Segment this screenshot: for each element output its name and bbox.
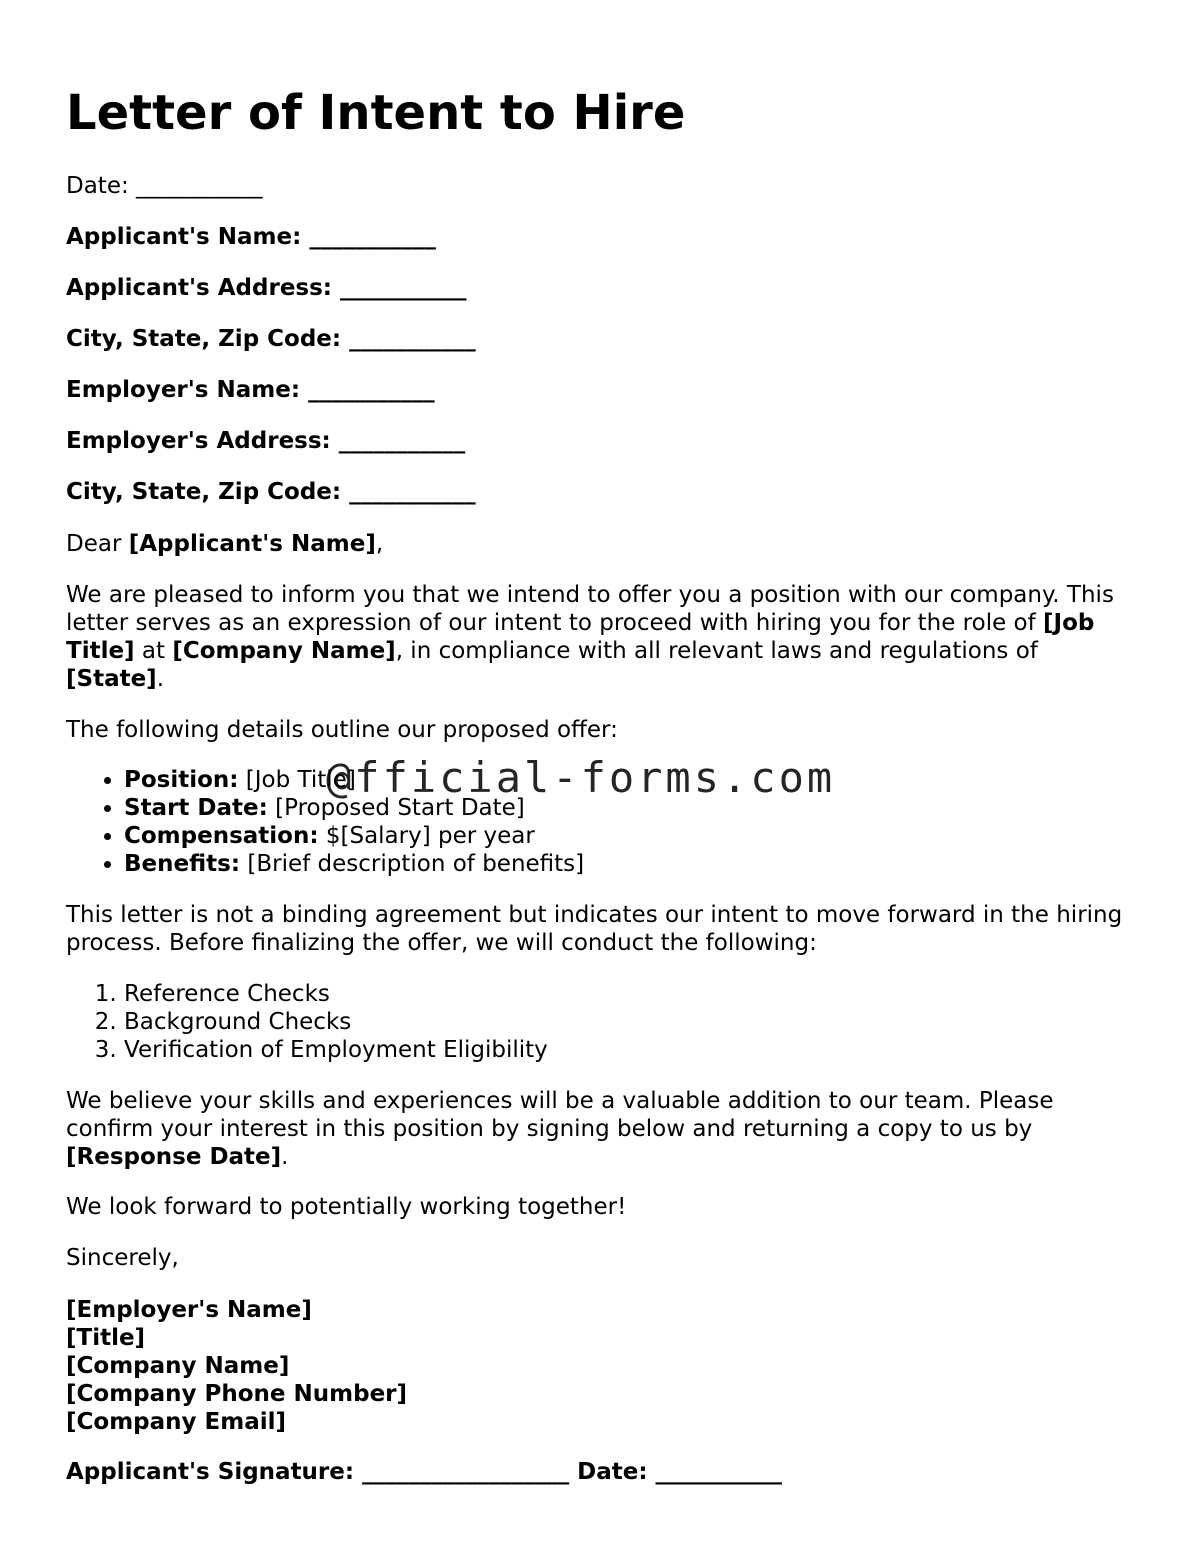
offer-item-start-date xyxy=(124,794,1124,822)
signature-title: [Title] xyxy=(66,1325,146,1351)
offer-compensation-value: $[Salary] per year xyxy=(325,823,535,849)
checks-list xyxy=(66,980,1124,1064)
employer-city-state-zip-field xyxy=(66,478,1136,506)
offer-position-value: [Job Title] xyxy=(245,767,356,793)
intro-text-2: at xyxy=(141,638,165,664)
signature-block xyxy=(66,1296,1136,1436)
applicant-signature-date-blank: ___________ xyxy=(655,1459,783,1485)
confirm-paragraph xyxy=(66,1087,1136,1171)
offer-start-date-label: Start Date: xyxy=(124,795,268,821)
signature-company-email: [Company Email] xyxy=(66,1409,286,1435)
intro-job-title: [Job Title] xyxy=(66,610,1095,664)
offer-benefits-label: Benefits: xyxy=(124,851,241,877)
signature-company-phone: [Company Phone Number] xyxy=(66,1381,408,1407)
offer-benefits-value: [Brief description of benefits] xyxy=(247,851,585,877)
applicant-address-label: Applicant's Address: xyxy=(66,275,333,301)
confirm-text-1: We believe your skills and experiences will be a valuable addition to our team. Please confirm your interest in this position by signing below and returning a copy to us by xyxy=(66,1088,1054,1142)
signature-employer-name: [Employer's Name] xyxy=(66,1297,312,1323)
applicant-signature-label: Applicant's Signature: xyxy=(66,1459,355,1485)
employer-address-field xyxy=(66,427,1136,455)
offer-start-date-value: [Proposed Start Date] xyxy=(275,795,525,821)
employer-city-state-zip-label: City, State, Zip Code: xyxy=(66,479,342,505)
offer-position-label: Position: xyxy=(124,767,239,793)
salutation-prefix: Dear xyxy=(66,531,122,557)
confirm-text-2: . xyxy=(281,1144,289,1170)
employer-city-state-zip-blank: ___________ xyxy=(349,479,476,505)
employer-name-field xyxy=(66,376,1136,404)
intro-text-1: We are pleased to inform you that we intend to offer you a position with our company. This letter serves as an expression of our intent to proceed with hiring you for the role of xyxy=(66,582,1114,636)
offer-compensation-label: Compensation: xyxy=(124,823,319,849)
intro-paragraph xyxy=(66,581,1136,693)
intro-company: [Company Name] xyxy=(172,638,396,664)
employer-name-label: Employer's Name: xyxy=(66,377,301,403)
intro-state: [State] xyxy=(66,666,157,692)
confirm-response-date: [Response Date] xyxy=(66,1144,282,1170)
offer-item-compensation xyxy=(124,822,1124,850)
applicant-city-state-zip-field xyxy=(66,325,1136,353)
nonbinding-paragraph: This letter is not a binding agreement but indicates our intent to move forward in the hiring process. Before finalizing the offer, we will conduct the following: xyxy=(66,902,1123,956)
applicant-signature-blank: __________________ xyxy=(362,1459,570,1485)
applicant-name-field xyxy=(66,223,1136,251)
applicant-signature-date-label: Date: xyxy=(577,1459,648,1485)
applicant-name-blank: ___________ xyxy=(309,224,436,250)
applicant-name-label: Applicant's Name: xyxy=(66,224,302,250)
watermark: @fficial-forms.com xyxy=(326,753,836,802)
salutation-suffix: , xyxy=(375,531,384,557)
applicant-address-field xyxy=(66,274,1136,302)
intro-text-3: , in compliance with all relevant laws and regulations of xyxy=(395,638,1038,664)
check-item-background: 2. Background Checks xyxy=(124,1008,1124,1036)
page-title: Letter of Intent to Hire xyxy=(66,85,686,141)
offer-item-position xyxy=(124,766,1124,794)
applicant-city-state-zip-blank: ___________ xyxy=(349,326,476,352)
check-item-reference: 1. Reference Checks xyxy=(124,980,1124,1008)
applicant-address-blank: ___________ xyxy=(340,275,467,301)
offer-intro: The following details outline our proposed offer: xyxy=(66,717,618,743)
employer-address-label: Employer's Address: xyxy=(66,428,331,454)
applicant-city-state-zip-label: City, State, Zip Code: xyxy=(66,326,342,352)
employer-address-blank: ___________ xyxy=(338,428,466,454)
offer-item-benefits xyxy=(124,850,1124,878)
salutation xyxy=(66,530,1136,558)
check-item-eligibility: 3. Verification of Employment Eligibility xyxy=(124,1036,1124,1064)
closing-line: We look forward to potentially working together! xyxy=(66,1194,627,1220)
offer-details-list xyxy=(66,766,1124,878)
date-field xyxy=(66,172,1136,200)
date-blank: ___________ xyxy=(136,173,263,199)
intro-text-4: . xyxy=(156,666,165,692)
date-label: Date: xyxy=(66,173,129,199)
salutation-name: [Applicant's Name] xyxy=(128,531,376,557)
applicant-signature-line xyxy=(66,1458,1136,1486)
employer-name-blank: ___________ xyxy=(308,377,435,403)
sign-off: Sincerely, xyxy=(66,1245,179,1271)
signature-company-name: [Company Name] xyxy=(66,1353,290,1379)
